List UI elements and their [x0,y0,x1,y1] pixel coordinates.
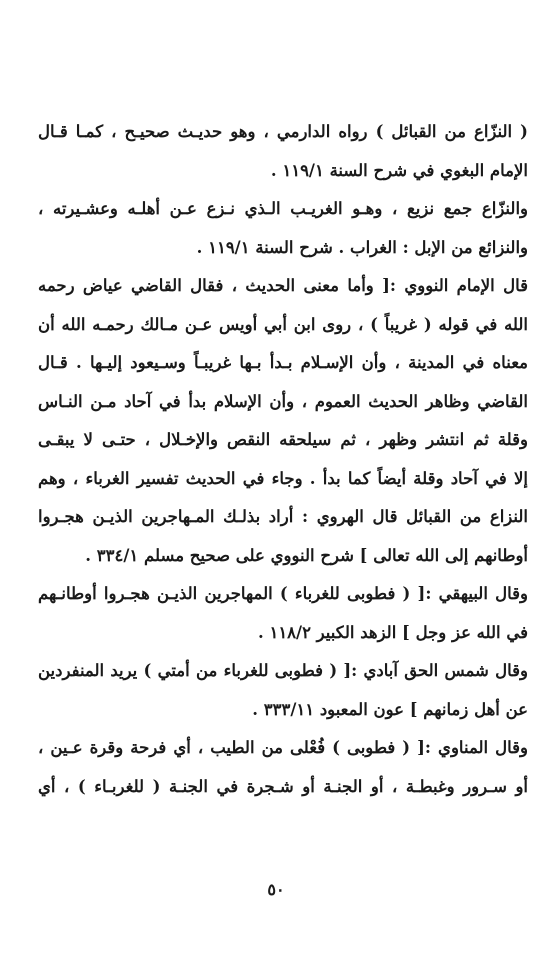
text-line: أو سـرور وغبطـة ، أو الجنـة أو شـجرة في الجنـة ( للغربـاء ) ، أي [38,776,528,796]
paragraph-4 [38,580,528,657]
text-line: عن أهل زمانهم ] عون المعبود ٣٣٣/١١ . [252,699,528,719]
text-line: والنزائع من الإبل : الغراب . شرح السنة ١١٩/١ . [196,237,528,257]
paragraph-1 [38,118,528,195]
text-line: قال الإمام النووي :[ وأما معنى الحديث ، فقال القاضي عياض رحمه [38,276,528,295]
text-line: النزاع من القبائل قال الهروي : أراد بذلـك المـهاجرين الذيـن هجـروا [38,507,528,526]
text-line: معناه في المدينة ، وأن الإسـلام بـدأ بـها غريبـاً وسـيعود إليـها . قـال [38,353,528,372]
text-line: الإمام البغوي في شرح السنة ١١٩/١ . [270,160,528,180]
text-line: وقال المناوي :[ ( فطوبى ) فُعْلى من الطيب ، أي فرحة وقرة عـين ، [38,738,528,757]
text-line: الله في قوله ( غريباً ) ، روى ابن أبي أويس عـن مـالك رحمـه الله أن [38,314,528,334]
text-line: وقال البيهقي :[ ( فطوبى للغرباء ) المهاجرين الذيـن هجـروا أوطانـهم [38,584,528,603]
text-line: إلا في آحاد وقلة أيضاً كما بدأ . وجاء في الحديث تفسير الغرباء ، وهم [38,468,528,488]
text-line: في الله عز وجل ] الزهد الكبير ١١٨/٢ . [257,622,528,642]
page-number: ٥٠ [267,880,285,899]
paragraph-2 [38,195,528,272]
text-line: وقلة ثم انتشر وظهر ، ثم سيلحقه النقص والإخـلال ، حتـى لا يبقـى [38,430,528,449]
paragraph-3 [38,272,528,580]
text-line: وقال شمس الحق آبادي :[ ( فطوبى للغرباء من أمتي ) يريد المنفردين [38,661,528,680]
paragraph-6 [38,734,528,811]
page-body [38,118,528,811]
text-line: أوطانهم إلى الله تعالى ] شرح النووي على صحيح مسلم ٣٣٤/١ . [85,545,528,565]
paragraph-5 [38,657,528,734]
text-line: ( النزّاع من القبائل ) رواه الدارمي ، وهو حديـث صحيـح ، كمـا قـال [38,122,528,141]
text-line: القاضي وظاهر الحديث العموم ، وأن الإسلام بدأ في آحاد مـن النـاس [38,391,528,411]
text-line: والنزّاع جمع نزيع ، وهـو الغريـب الـذي نـزع عـن أهلـه وعشـيرته ، [38,199,528,218]
